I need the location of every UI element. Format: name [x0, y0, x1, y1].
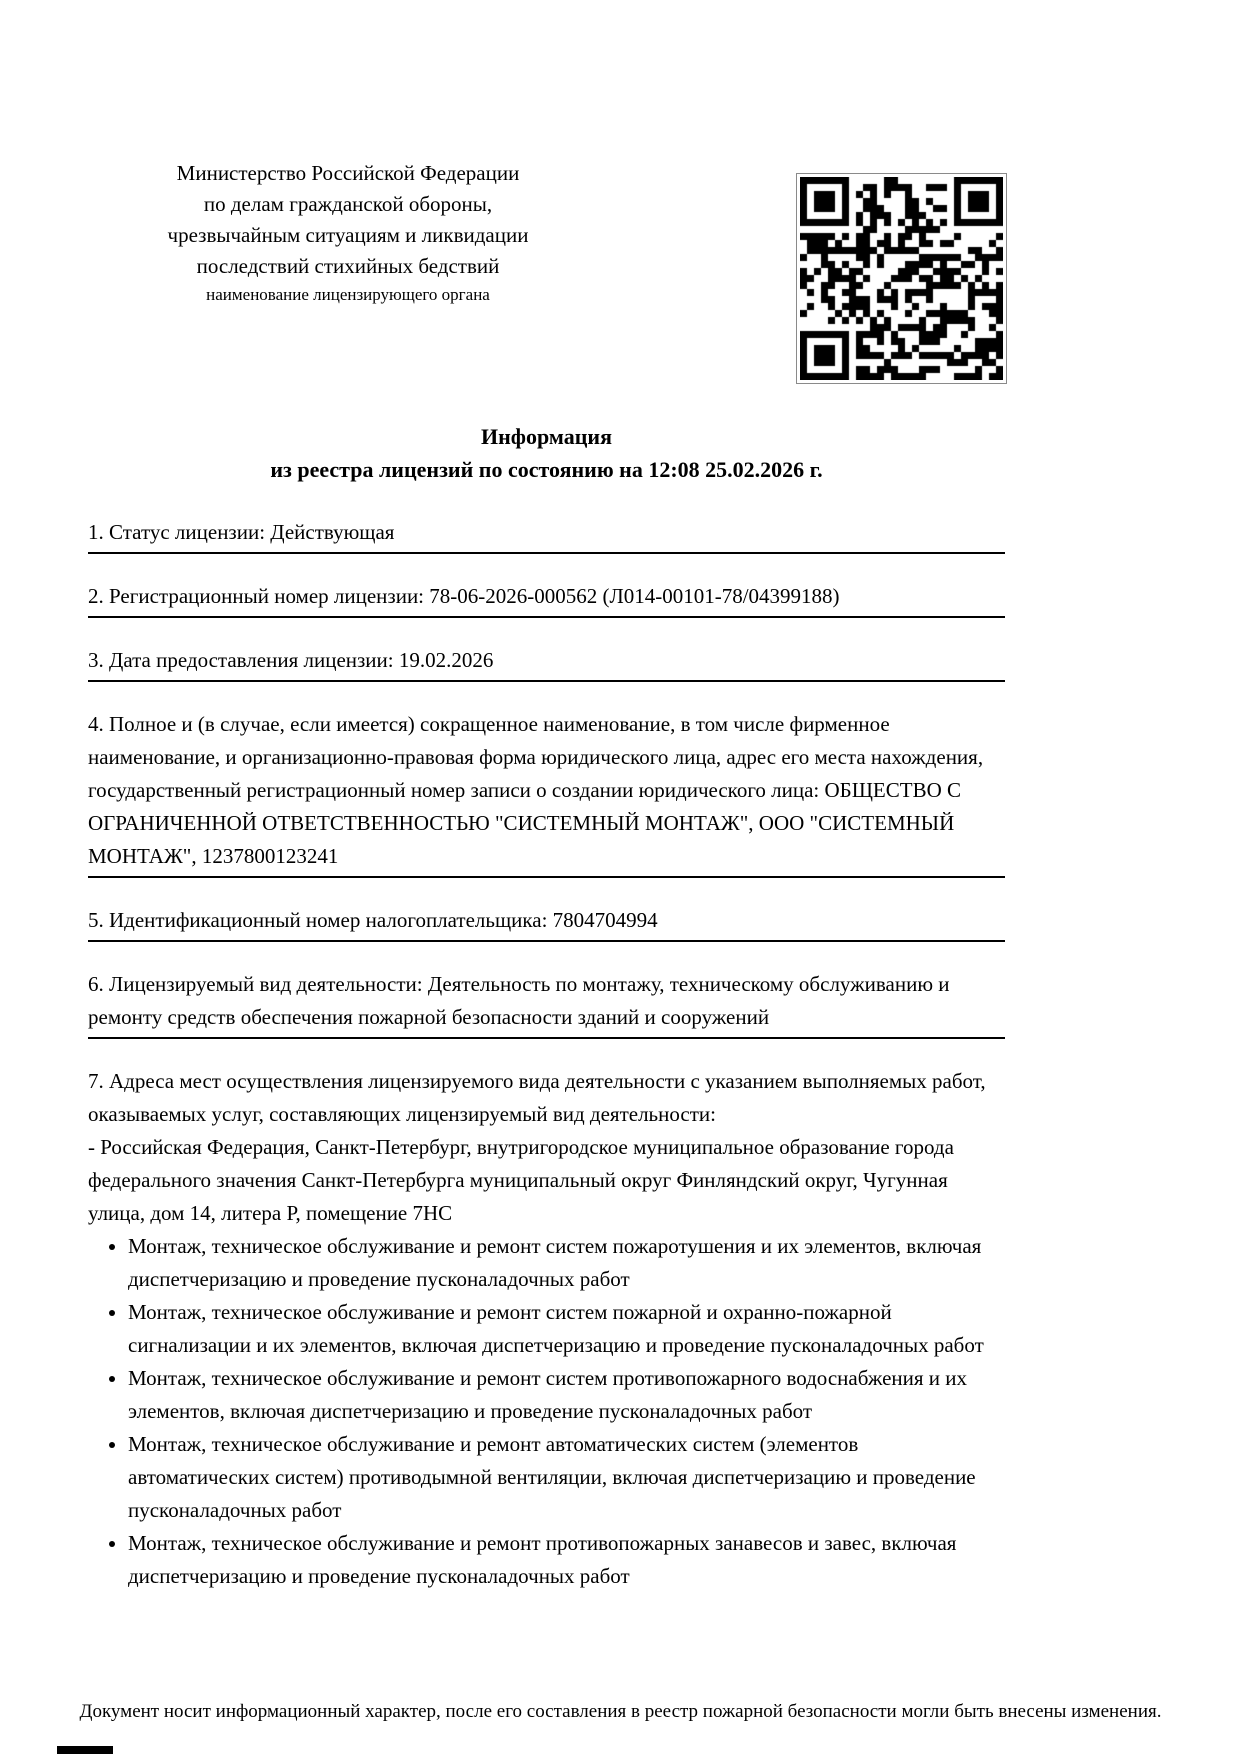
ministry-name-line: Министерство Российской Федерации [176, 161, 520, 185]
licensing-authority-caption: наименование лицензирующего органа [206, 285, 490, 304]
qr-code [796, 173, 1007, 384]
field-license-status: 1. Статус лицензии: Действующая [88, 516, 1005, 554]
field-registration-number: 2. Регистрационный номер лицензии: 78-06-2026-000562 (Л014-00101-78/04399188) [88, 580, 1005, 618]
ministry-name-line: последствий стихийных бедствий [196, 254, 500, 278]
field-licensed-activity: 6. Лицензируемый вид деятельности: Деятельность по монтажу, техническому обслуживанию и ремонту средств обеспечения пожарной безопасности зданий и сооружений [88, 968, 1005, 1039]
page-title: Информация [480, 424, 612, 449]
section-addresses [88, 1065, 1005, 1593]
addresses-intro: 7. Адреса мест осуществления лицензируемого вида деятельности с указанием выполняемых работ, оказываемых услуг, составляющих лицензируемый вид деятельности: [88, 1069, 986, 1126]
field-taxpayer-id: 5. Идентификационный номер налогоплательщика: 7804704994 [88, 904, 1005, 942]
page-subtitle: из реестра лицензий по состоянию на 12:08 25.02.2026 г. [270, 457, 823, 482]
licensing-authority-block [88, 158, 608, 306]
document-title-block [88, 420, 1005, 486]
field-grant-date: 3. Дата предоставления лицензии: 19.02.2026 [88, 644, 1005, 682]
disclaimer-note: Документ носит информационный характер, после его составления в реестр пожарной безопасности могли быть внесены изменения. [79, 1701, 1162, 1722]
address-line: - Российская Федерация, Санкт-Петербург, внутригородское муниципальное образование города федерального значения Санкт-Петербурга муниципальный округ Финляндский округ, Чугунная улица, дом 14, литера Р, помещение 7НС [88, 1135, 954, 1225]
list-item: • Монтаж, техническое обслуживание и ремонт систем противопожарного водоснабжения и их элементов, включая диспетчеризацию и проведение пусконаладочных работ [128, 1362, 1005, 1428]
next-page-fragment [57, 1746, 113, 1754]
list-item: • Монтаж, техническое обслуживание и ремонт противопожарных занавесов и завес, включая диспетчеризацию и проведение пусконаладочных работ [128, 1527, 1005, 1593]
list-item: • Монтаж, техническое обслуживание и ремонт систем пожаротушения и их элементов, включая диспетчеризацию и проведение пусконаладочных работ [128, 1230, 1005, 1296]
ministry-name-line: чрезвычайным ситуациям и ликвидации [167, 223, 529, 247]
field-legal-entity-name: 4. Полное и (в случае, если имеется) сокращенное наименование, в том числе фирменное наименование, и организационно-правовая форма юридического лица, адрес его места нахождения, государственный регистрационный номер записи о создании юридического лица: ОБЩЕСТВО С ОГРАНИЧЕННОЙ ОТВЕТСТВЕННОСТЬЮ "СИСТЕМНЫЙ МОНТАЖ", ООО "СИСТЕМНЫЙ МОНТАЖ", 1237800123241 [88, 708, 1005, 878]
list-item: • Монтаж, техническое обслуживание и ремонт автоматических систем (элементов автоматических систем) противодымной вентиляции, включая диспетчеризацию и проведение пусконаладочных работ [128, 1428, 1005, 1527]
license-details [88, 516, 1005, 1593]
qr-code-icon [800, 177, 1003, 380]
ministry-name-line: по делам гражданской обороны, [203, 192, 493, 216]
works-list [88, 1230, 1005, 1593]
list-item: • Монтаж, техническое обслуживание и ремонт систем пожарной и охранно-пожарной сигнализации и их элементов, включая диспетчеризацию и проведение пусконаладочных работ [128, 1296, 1005, 1362]
